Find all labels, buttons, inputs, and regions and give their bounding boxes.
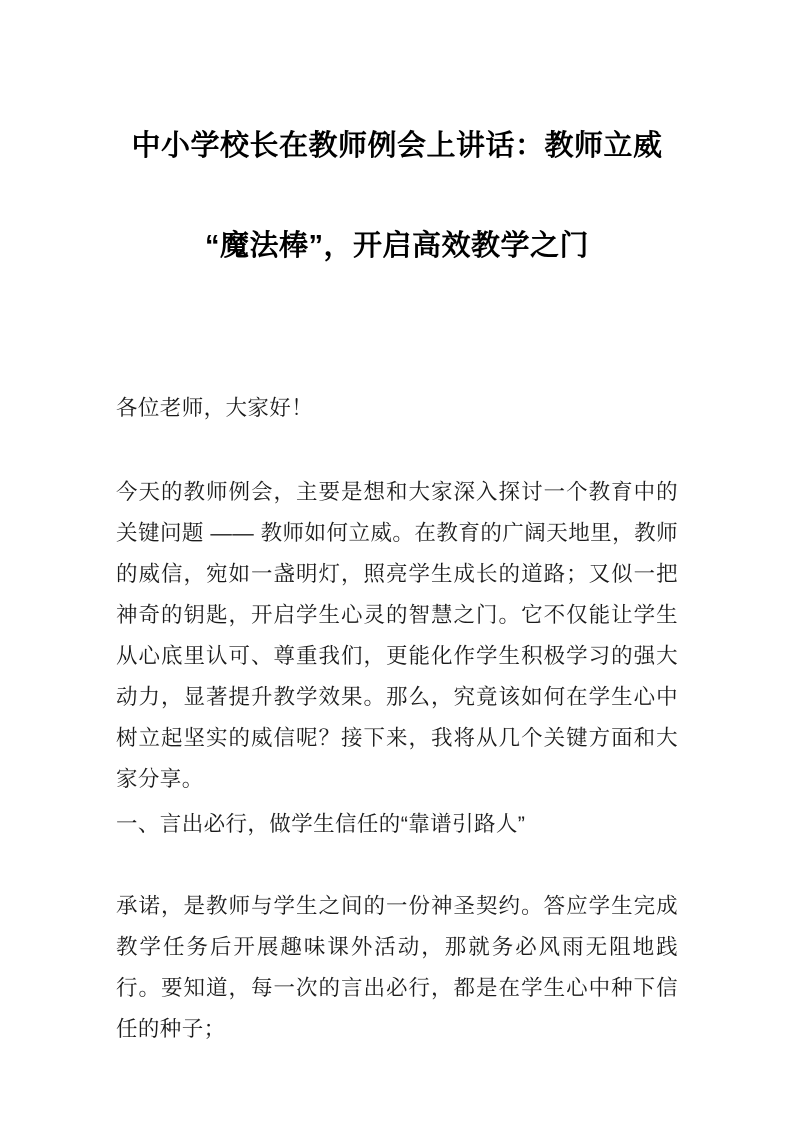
greeting-line: 各位老师，大家好！ — [116, 396, 314, 420]
document-title-line-2: “魔法棒”，开启高效教学之门 — [204, 230, 589, 262]
document-title-line-1: 中小学校长在教师例会上讲话：教师立威 — [131, 130, 663, 162]
section-heading-1: 一、言出必行，做学生信任的“靠谱引路人” — [116, 812, 526, 836]
paragraph-intro: 今天的教师例会，主要是想和大家深入探讨一个教育中的关键问题 —— 教师如何立威。在教育的广阔天地里，教师的威信，宛如一盏明灯，照亮学生成长的道路；又似一把神奇的钥匙，开启学生心灵的智慧之门。它不仅能让学生从心底里认可、尊重我们，更能化作学生积极学习的强大动力，显著提升教学效果。那么，究竟该如何在学生心中树立起坚实的威信呢？接下来，我将从几个关键方面和大家分享。 — [116, 480, 678, 791]
paragraph-section-1-body: 承诺，是教师与学生之间的一份神圣契约。答应学生完成教学任务后开展趣味课外活动，那就务必风雨无阻地践行。要知道，每一次的言出必行，都是在学生心中种下信任的种子； — [116, 894, 678, 1041]
